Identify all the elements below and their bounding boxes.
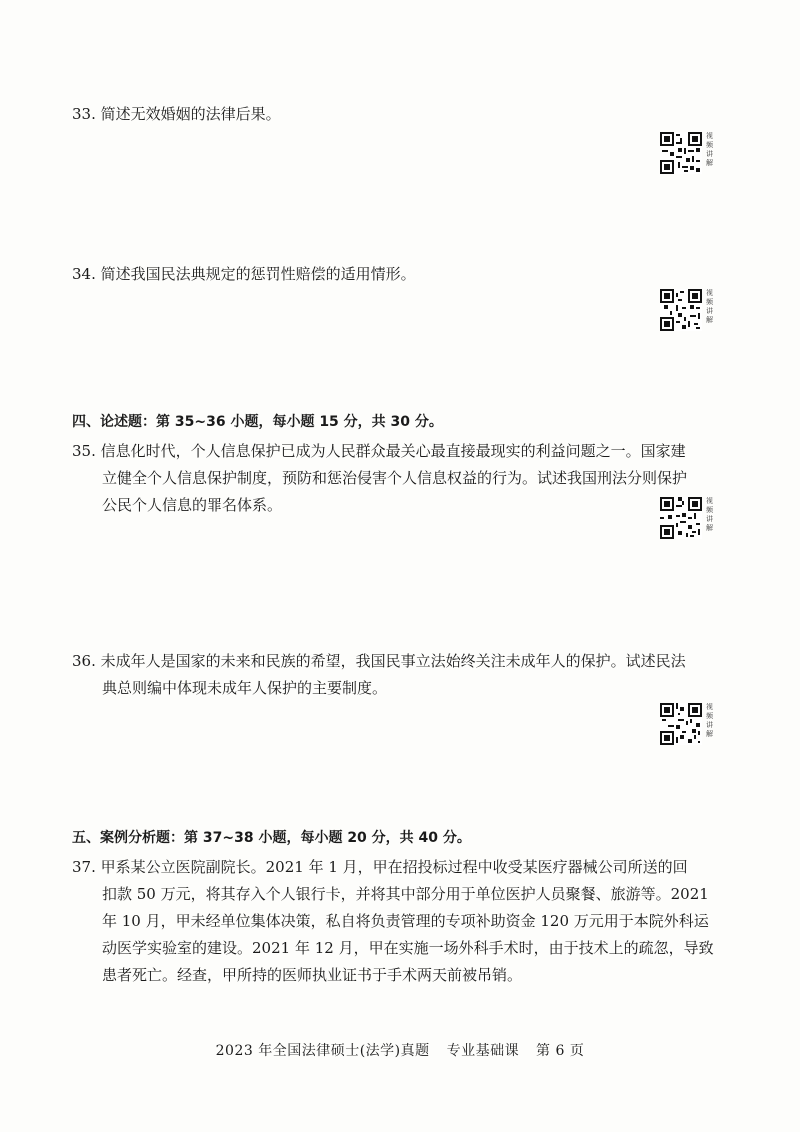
section-heading-text: 四、论述题：第 35~36 小题，每小题 15 分，共 30 分。	[72, 414, 443, 430]
qr-code-icon	[660, 703, 702, 745]
qr-label: 视频讲解	[706, 703, 713, 738]
section-5-heading	[72, 825, 722, 852]
question-line: 动医学实验室的建设。2021 年 12 月，甲在实施一场外科手术时，由于技术上的疏忽，导致	[102, 939, 714, 957]
question-34	[72, 261, 722, 288]
question-33	[72, 101, 722, 128]
footer-page-number: 第 6 页	[536, 1043, 585, 1059]
qr-code-36[interactable]	[660, 703, 713, 745]
question-36	[72, 648, 722, 702]
qr-code-35[interactable]	[660, 497, 713, 539]
question-text: 34. 简述我国民法典规定的惩罚性赔偿的适用情形。	[72, 265, 416, 283]
question-line: 立健全个人信息保护制度，预防和惩治侵害个人信息权益的行为。试述我国刑法分则保护	[102, 469, 688, 487]
qr-label: 视频讲解	[706, 497, 713, 532]
qr-label: 视频讲解	[706, 289, 713, 324]
qr-code-icon	[660, 497, 702, 539]
page-footer	[0, 1040, 800, 1060]
question-line: 年 10 月，甲未经单位集体决策，私自将负责管理的专项补助资金 120 万元用于本院外科运	[102, 912, 709, 930]
question-text: 33. 简述无效婚姻的法律后果。	[72, 105, 281, 123]
section-4-heading	[72, 409, 722, 436]
section-heading-text: 五、案例分析题：第 37~38 小题，每小题 20 分，共 40 分。	[72, 830, 471, 846]
qr-code-34[interactable]	[660, 289, 713, 331]
footer-subject: 专业基础课	[446, 1043, 520, 1059]
question-line: 典总则编中体现未成年人保护的主要制度。	[102, 679, 388, 697]
qr-code-icon	[660, 289, 702, 331]
qr-code-33[interactable]	[660, 132, 713, 174]
question-line: 患者死亡。经查，甲所持的医师执业证书于手术两天前被吊销。	[102, 966, 523, 984]
question-line: 公民个人信息的罪名体系。	[102, 496, 283, 514]
question-37	[72, 854, 722, 989]
question-line: 扣款 50 万元，将其存入个人银行卡，并将其中部分用于单位医护人员聚餐、旅游等。2021	[102, 885, 709, 903]
question-line: 36. 未成年人是国家的未来和民族的希望，我国民事立法始终关注未成年人的保护。试述民法	[72, 652, 686, 670]
footer-title: 2023 年全国法律硕士(法学)真题	[215, 1043, 430, 1059]
question-line: 35. 信息化时代，个人信息保护已成为人民群众最关心最直接最现实的利益问题之一。国家建	[72, 442, 686, 460]
qr-code-icon	[660, 132, 702, 174]
question-35	[72, 438, 722, 519]
question-line: 37. 甲系某公立医院副院长。2021 年 1 月，甲在招投标过程中收受某医疗器械公司所送的回	[72, 858, 688, 876]
qr-label: 视频讲解	[706, 132, 713, 167]
